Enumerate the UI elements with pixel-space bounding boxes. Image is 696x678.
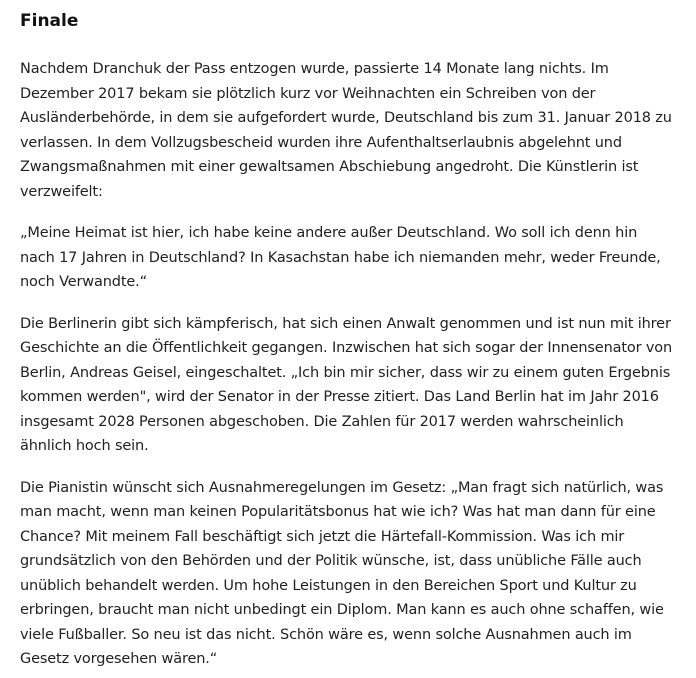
paragraph-quote: „Meine Heimat ist hier, ich habe keine andere außer Deutschland. Wo soll ich denn hin nach 17 Jahren in Deutschland? In Kasachstan habe ich niemanden mehr, weder Freunde, noch Verwandte.“ — [20, 225, 661, 290]
paragraph-senator: Die Berlinerin gibt sich kämpferisch, hat sich einen Anwalt genommen und ist nun mit ihrer Geschichte an die Öffentlichkeit gegangen. Inzwischen hat sich sogar der Innensenator von Berlin, Andreas Geisel, eingeschaltet. „Ich bin mir sicher, dass wir zu einem guten Ergebnis kommen werden", wird der Senator in der Presse zitiert. Das Land Berlin hat im Jahr 2016 insgesamt 2028 Personen abgeschoben. Die Zahlen für 2017 werden wahrscheinlich ähnlich hoch sein. — [20, 315, 673, 454]
paragraph-pianist-wish: Die Pianistin wünscht sich Ausnahmeregelungen im Gesetz: „Man fragt sich natürlich, was man macht, wenn man keinen Popularitätsbonus hat wie ich? Was hat man dann für eine Chance? Mit meinem Fall beschäftigt sich jetzt die Härtefall-Kommission. Was ich mir grundsätzlich von den Behörden und der Politik wünsche, ist, dass unübliche Fälle auch unüblich behandelt werden. Um hohe Leistungen in den Bereichen Sport und Kultur zu erbringen, braucht man nicht unbedingt ein Diplom. Man kann es auch ohne schaffen, wie viele Fußballer. So neu ist das nicht. Schön wäre es, wenn solche Ausnahmen auch im Gesetz vorgesehen wären.“ — [20, 479, 664, 667]
paragraph-intro: Nachdem Dranchuk der Pass entzogen wurde, passierte 14 Monate lang nichts. Im Dezember 2017 bekam sie plötzlich kurz vor Weihnachten ein Schreiben von der Ausländerbehörde, in dem sie aufgefordert wurde, Deutschland bis zum 31. Januar 2018 zu verlassen. In dem Vollzugsbescheid wurden ihre Aufenthaltserlaubnis abgelehnt und Zwangsmaßnahmen mit einer gewaltsamen Abschiebung angedroht. Die Künstlerin ist verzweifelt: — [20, 61, 672, 200]
section-heading: Finale — [20, 11, 79, 31]
